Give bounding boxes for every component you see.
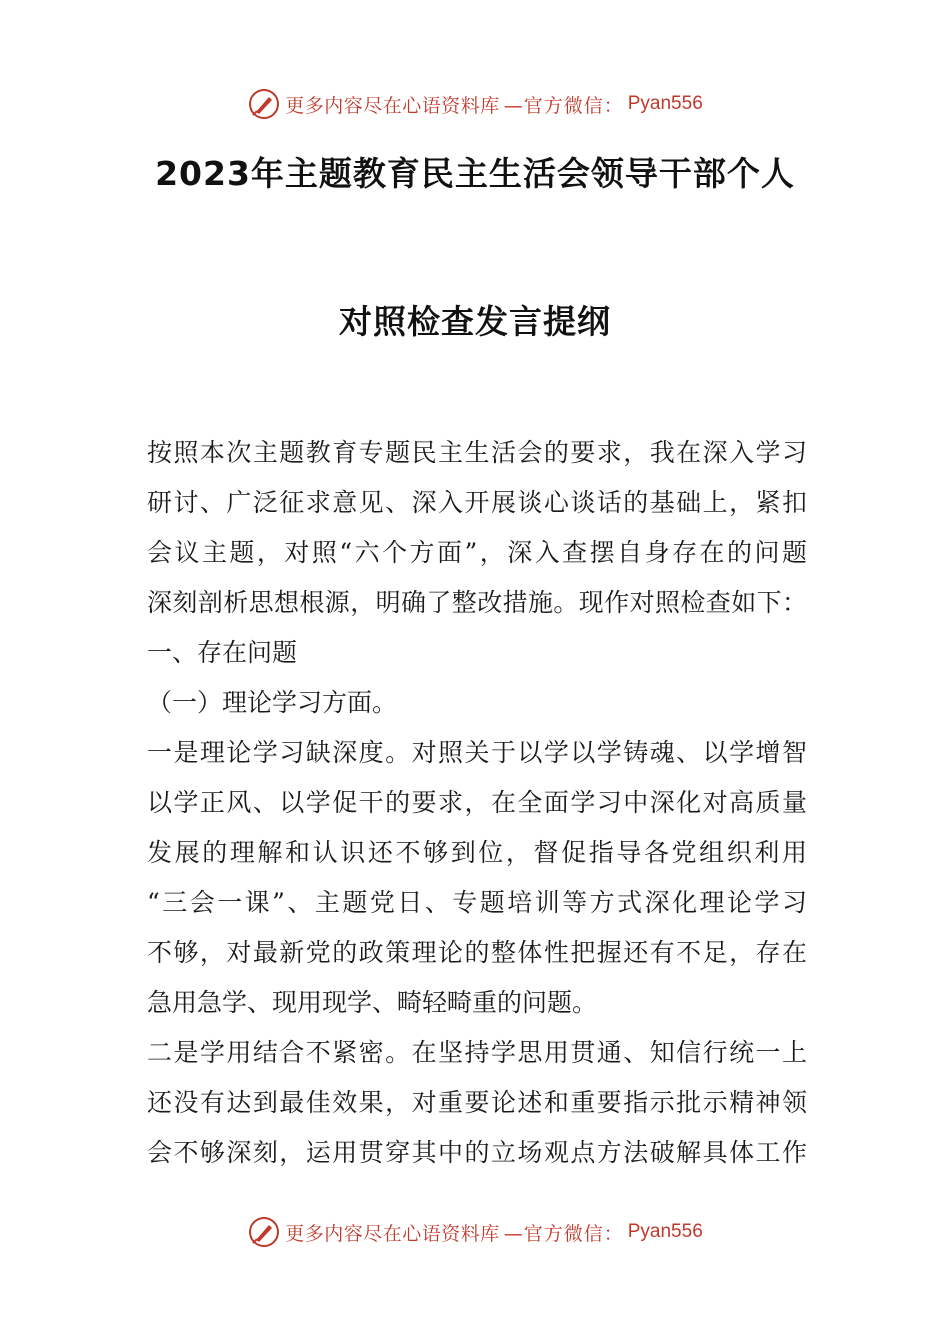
watermark-text: 更多内容尽在心语资料库 [285, 1222, 500, 1245]
watermark-text: 更多内容尽在心语资料库 [285, 94, 500, 117]
body-line: 发展的理解和认识还不够到位，督促指导各党组织利用 [147, 838, 807, 867]
pen-nib-logo-icon [247, 87, 281, 121]
body-line: 二是学用结合不紧密。在坚持学思用贯通、知信行统一上 [147, 1038, 807, 1067]
body-line: 不够，对最新党的政策理论的整体性把握还有不足，存在 [147, 938, 807, 967]
watermark-banner-top [0, 84, 950, 124]
body-line: 深刻剖析思想根源，明确了整改措施。现作对照检查如下： [147, 588, 807, 617]
body-line: 会议主题，对照“六个方面”，深入查摆自身存在的问题 [147, 538, 807, 567]
watermark-wechat-id: Pyan556 [627, 1221, 703, 1242]
document-body [147, 428, 807, 1178]
body-line: 一是理论学习缺深度。对照关于以学以学铸魂、以学增智 [147, 738, 807, 767]
body-line: 还没有达到最佳效果，对重要论述和重要指示批示精神领 [147, 1088, 807, 1117]
body-line: 会不够深刻，运用贯穿其中的立场观点方法破解具体工作 [147, 1138, 807, 1167]
document-title-line-2: 对照检查发言提纲 [339, 302, 611, 341]
watermark-wechat-label: —官方微信： [503, 94, 624, 117]
body-line: 以学正风、以学促干的要求，在全面学习中深化对高质量 [147, 788, 807, 817]
pen-nib-logo-icon [247, 1215, 281, 1249]
watermark-wechat-label: —官方微信： [503, 1222, 624, 1245]
watermark-wechat-id: Pyan556 [627, 93, 703, 114]
body-line: 研讨、广泛征求意见、深入开展谈心谈话的基础上，紧扣 [147, 488, 807, 517]
watermark-banner-bottom [0, 1212, 950, 1252]
subsection-heading: （一）理论学习方面。 [147, 688, 398, 717]
section-heading: 一、存在问题 [147, 638, 298, 667]
body-line: “三会一课”、主题党日、专题培训等方式深化理论学习 [147, 888, 807, 917]
body-line: 按照本次主题教育专题民主生活会的要求，我在深入学习 [147, 438, 807, 467]
document-title-line-1: 2023年主题教育民主生活会领导干部个人 [155, 154, 795, 193]
body-line: 急用急学、现用现学、畸轻畸重的问题。 [147, 988, 598, 1017]
